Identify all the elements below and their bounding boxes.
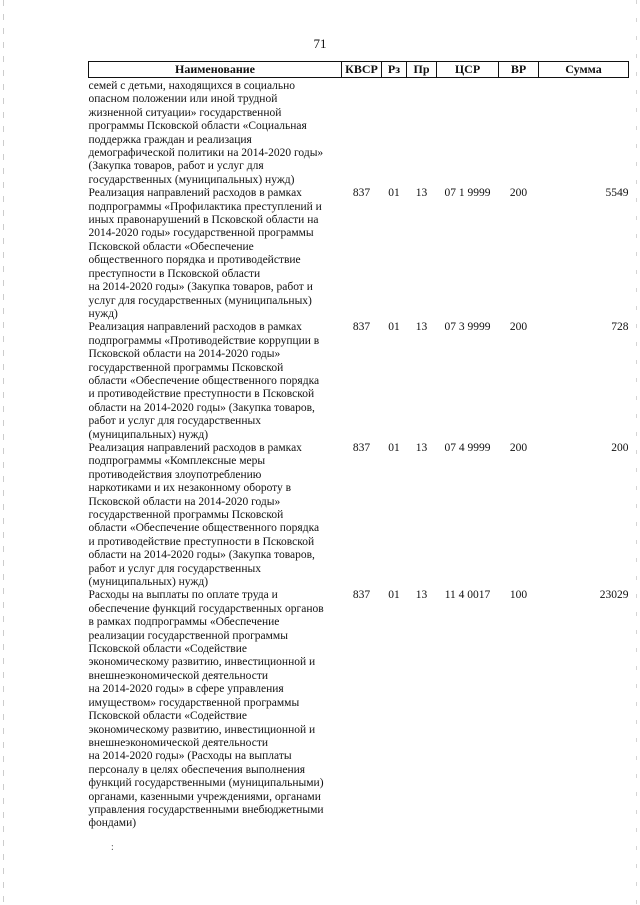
stray-mark: : [111, 842, 114, 853]
row-kvsr [342, 78, 382, 188]
header-kvsr: КВСР [342, 62, 382, 78]
row-pr: 13 [415, 187, 428, 200]
header-rz: Рз [382, 62, 407, 78]
row-sum: 5549 [605, 187, 629, 200]
table-row [89, 187, 629, 321]
budget-table [88, 61, 629, 831]
row-rz: 01 [388, 441, 400, 454]
row-rz: 01 [388, 321, 400, 334]
row-name: Реализация направлений расходов в рамках подпрограммы «Профилактика преступлений и иных правонарушений в Псковской области на 2014-2020 годы» государственной программы Псковской области «Обеспечение общественного порядка и противодействие преступности в Псковской области на 2014-2020 годы» (Закупка товаров, работ и услуг для государственных (муниципальных) нужд) [88, 187, 322, 320]
row-name: Реализация направлений расходов в рамках подпрограммы «Противодействие коррупции в Псковской области на 2014-2020 годы» государственной программы Псковской области «Обеспечение общественного порядка и противодействие преступности в Псковской области на 2014-2020 годы» (Закупка товаров, работ и услуг для государственных (муниципальных) нужд) [88, 321, 320, 441]
row-pr: 13 [415, 589, 428, 602]
row-sum: 200 [611, 441, 629, 454]
table-row [89, 589, 629, 830]
row-sum: 728 [611, 321, 629, 334]
header-vr: ВР [499, 62, 539, 78]
row-rz [382, 78, 407, 188]
row-vr: 200 [509, 321, 528, 334]
row-vr [499, 78, 539, 188]
row-csr: 11 4 0017 [444, 589, 491, 602]
header-sum: Сумма [539, 62, 629, 78]
scan-edge-left [3, 0, 4, 905]
row-csr: 07 4 9999 [444, 441, 491, 454]
table-row [89, 78, 629, 188]
table-header-row [89, 62, 629, 78]
header-name: Наименование [89, 62, 342, 78]
row-kvsr: 837 [352, 321, 371, 334]
row-kvsr: 837 [352, 589, 371, 602]
row-pr: 13 [415, 441, 428, 454]
table-row [89, 321, 629, 442]
row-vr: 100 [509, 589, 528, 602]
row-csr: 07 3 9999 [444, 321, 491, 334]
row-sum: 23029 [599, 589, 629, 602]
row-kvsr: 837 [352, 187, 371, 200]
row-vr: 200 [509, 187, 528, 200]
row-rz: 01 [388, 187, 400, 200]
row-name: семей с детьми, находящихся в социально опасном положении или иной трудной жизненной ситуации» государственной программы Псковской области «Социальная поддержка граждан и реализация демографической политики на 2014-2020 годы» (Закупка товаров, работ и услуг для государственных (муниципальных) нужд) [88, 80, 324, 186]
table-row [89, 442, 629, 589]
page-number: 71 [313, 36, 327, 51]
row-kvsr: 837 [352, 441, 371, 454]
row-csr: 07 1 9999 [444, 187, 491, 200]
header-csr: ЦСР [437, 62, 499, 78]
row-sum [539, 78, 629, 188]
row-pr [407, 78, 437, 188]
scan-edge-right [636, 0, 637, 905]
row-name: Реализация направлений расходов в рамках подпрограммы «Комплексные меры противодействия злоупотреблению наркотиками и их незаконному обороту в Псковской области на 2014-2020 годы» государственной программы Псковской области «Обеспечение общественного порядка и противодействие преступности в Псковской области на 2014-2020 годы» (Закупка товаров, работ и услуг для государственных (муниципальных) нужд) [88, 441, 320, 589]
row-name: Расходы на выплаты по оплате труда и обеспечение функций государственных органов в рамках подпрограммы «Обеспечение реализации государственной программы Псковской области «Содействие экономическому развитию, инвестиционной и внешнеэкономической деятельности на 2014-2020 годы» в сфере управления имуществом» государственной программы Псковской области «Содействие экономическому развитию, инвестиционной и внешнеэкономической деятельности на 2014-2020 годы» (Расходы на выплаты персоналу в целях обеспечения выполнения функций государственными (муниципальными) органами, казенными учреждениями, органами управления государственными внебюджетными фондами) [88, 589, 324, 830]
header-pr: Пр [407, 62, 437, 78]
row-rz: 01 [388, 589, 400, 602]
row-csr [437, 78, 499, 188]
row-vr: 200 [509, 441, 528, 454]
row-pr: 13 [415, 321, 428, 334]
